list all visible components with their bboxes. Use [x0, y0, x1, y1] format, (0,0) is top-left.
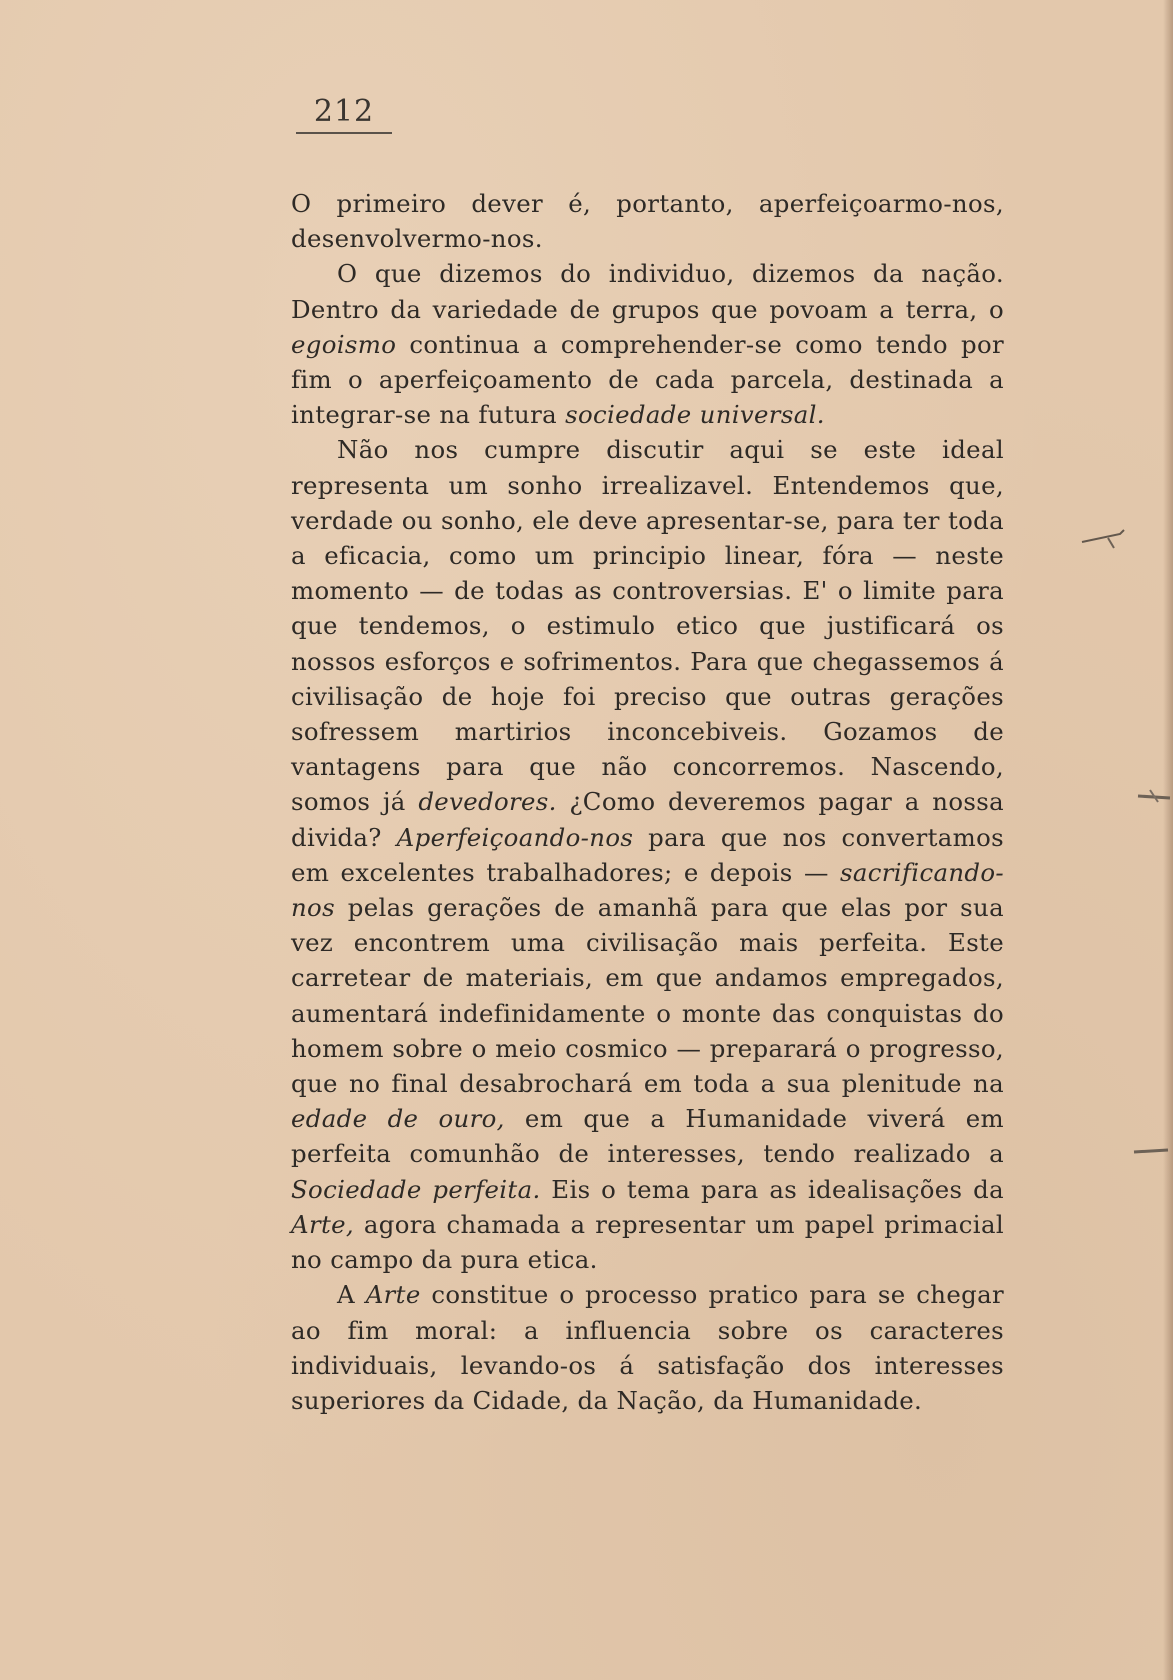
paragraph [291, 256, 1004, 432]
margin-stain-mark [1132, 1142, 1170, 1160]
italic-text-segment: sacrificando-nos [291, 857, 1004, 923]
paragraph [291, 186, 1004, 256]
italic-text-segment: devedores. [418, 787, 557, 817]
text-segment: Não nos cumpre discutir aqui se este ideal representa um sonho irrealizavel. Entendemos que, verdade ou sonho, ele deve apresentar-se, para ter toda a eficacia, como um principio linear, fóra — neste momento — de todas as controversias. E' o limite para que tendemos, o estimulo etico que justificará os nossos esforços e sofrimentos. Para que chegassemos á civilisação de hoje foi preciso que outras gerações sofressem martirios inconcebiveis. Gozamos de vantagens para que não concorremos. Nascendo, somos já [291, 435, 1004, 817]
page-number: 212 [313, 94, 375, 129]
italic-text-segment: Arte [365, 1280, 421, 1310]
page-number-rule [296, 132, 392, 134]
italic-text-segment: Arte, [291, 1209, 355, 1239]
text-segment: em que a Humanidade viverá em perfeita comunhão de interesses, tendo realizado a [291, 1104, 1004, 1169]
text-segment: continua a comprehender-se como tendo por fim o aperfeiçoamento de cada parcela, destinada a integrar-se na futura [291, 329, 1004, 430]
italic-text-segment: Aperfeiçoando-nos [396, 822, 634, 852]
body-text [291, 186, 1004, 1418]
text-segment: O primeiro dever é, portanto, aperfeiçoarmo-nos, desenvolvermo-nos. [291, 189, 1004, 254]
paragraph [291, 432, 1004, 1277]
margin-stain-mark [1136, 786, 1172, 806]
text-segment: agora chamada a representar um papel primacial no campo da pura etica. [291, 1209, 1004, 1275]
italic-text-segment: edade de ouro, [291, 1104, 505, 1134]
text-segment: A [337, 1280, 366, 1310]
italic-text-segment: egoismo [291, 329, 397, 359]
text-segment: ¿Como deveremos pagar a nossa divida? [291, 787, 1004, 852]
paragraph [291, 1277, 1004, 1418]
text-segment: pelas gerações de amanhã para que elas por sua vez encontrem uma civilisação mais perfeita. Este carretear de materiais, em que andamos empregados, aumentará indefinidamente o monte das conquistas do homem sobre o meio cosmico — preparará o progresso, que no final desabrochará em toda a sua plenitude na [291, 893, 1004, 1099]
italic-text-segment: Sociedade perfeita. [291, 1174, 541, 1204]
text-segment: para que nos convertamos em excelentes trabalhadores; e depois — [291, 822, 1005, 887]
text-segment: Eis o tema para as idealisações da [540, 1174, 1004, 1204]
text-segment: O que dizemos do individuo, dizemos da nação. Dentro da variedade de grupos que povoam a terra, o [291, 259, 1004, 324]
italic-text-segment: sociedade universal. [565, 400, 825, 430]
margin-stain-mark [1080, 528, 1126, 550]
page-edge-shadow [1163, 0, 1173, 1680]
text-segment: constitue o processo pratico para se chegar ao fim moral: a influencia sobre os caracteres individuais, levando-os á satisfação dos interesses superiores da Cidade, da Nação, da Humanidade. [291, 1280, 1004, 1415]
